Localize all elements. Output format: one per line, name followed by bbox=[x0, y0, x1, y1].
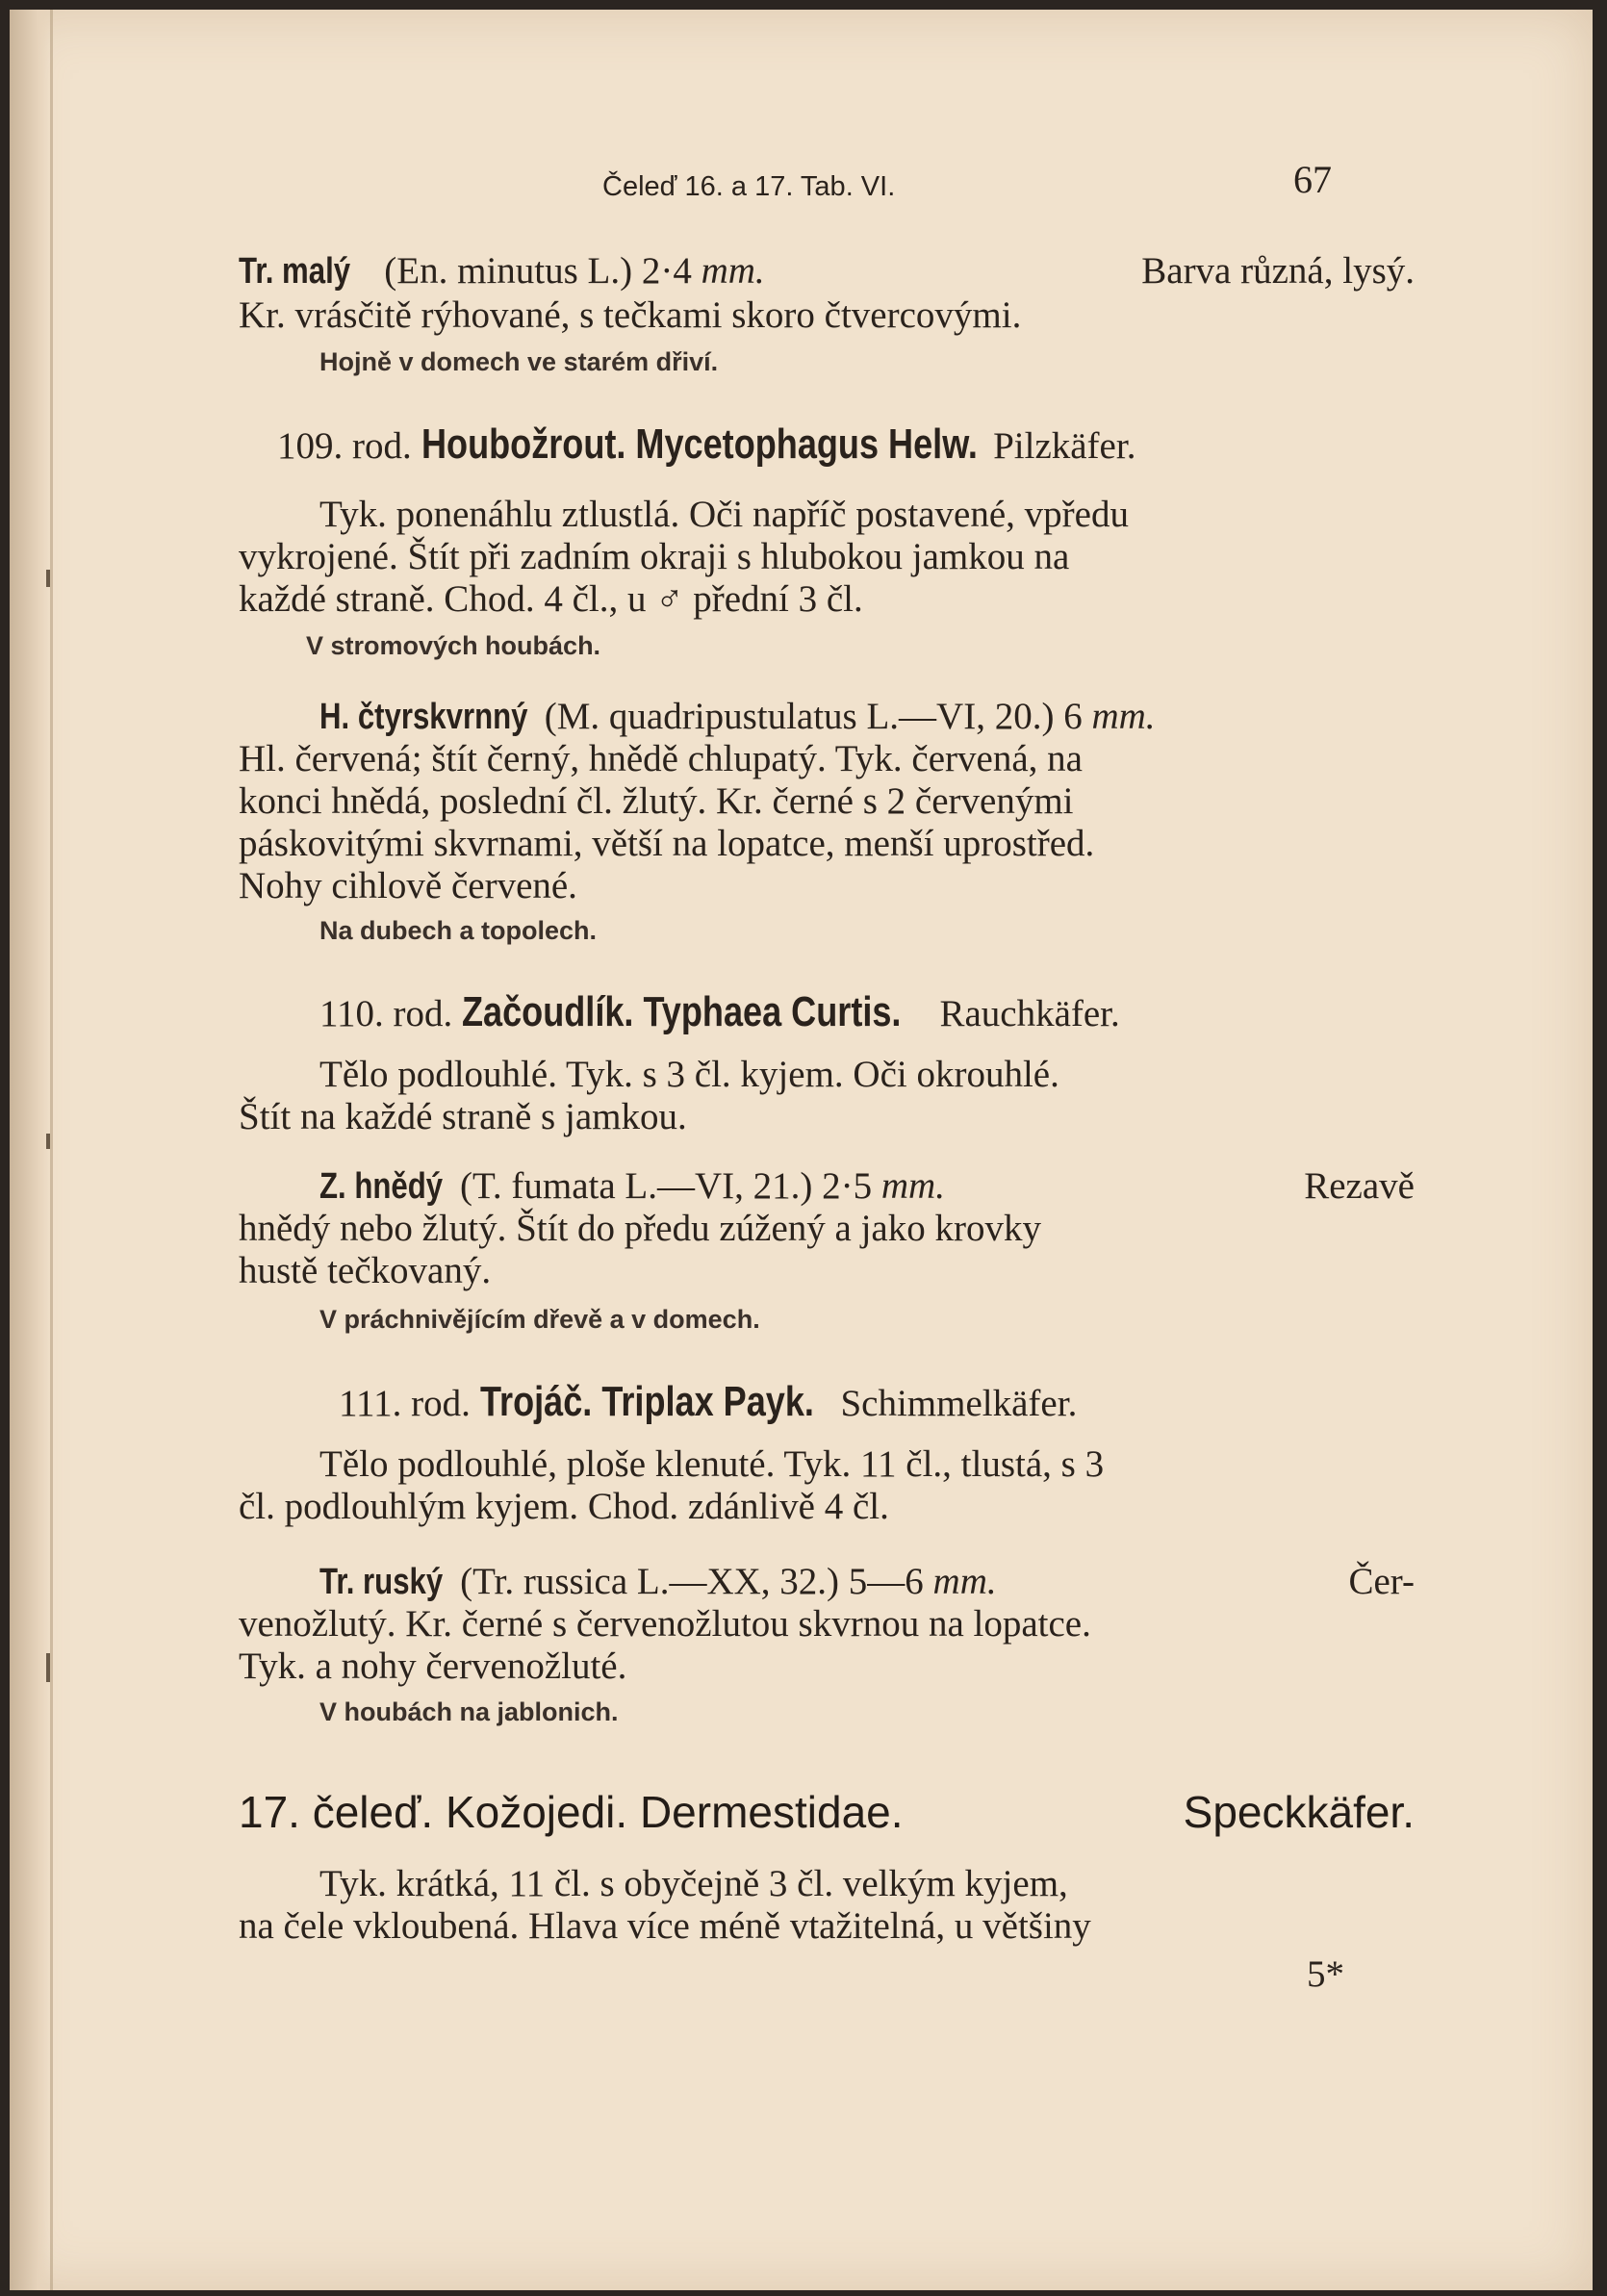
genus-name: Houbožrout. Mycetophagus Helw. bbox=[421, 421, 978, 468]
entry-text: Čer- bbox=[1348, 1561, 1415, 1602]
entry-text: (Tr. russica L.—XX, 32.) 5—6 bbox=[460, 1561, 924, 1602]
habitat-note: Hojně v domech ve starém dřiví. bbox=[319, 347, 719, 376]
unit: mm. bbox=[701, 250, 765, 292]
entry-tr-maly-line-2: Kr. vrásčitě rýhované, s tečkami skoro čtvercovými. bbox=[239, 294, 1022, 336]
genus-109-line-1: Tyk. ponenáhlu ztlustlá. Oči napříč postavené, vpředu bbox=[319, 494, 1129, 535]
habitat-note: V práchnivějícím dřevě a v domech. bbox=[319, 1305, 760, 1334]
german-name: Speckkäfer. bbox=[1183, 1787, 1415, 1837]
family-17-line-1: Tyk. krátká, 11 čl. s obyčejně 3 čl. velkým kyjem, bbox=[319, 1863, 1068, 1904]
genus-111-line-2: čl. podlouhlým kyjem. Chod. zdánlivě 4 čl. bbox=[239, 1486, 889, 1527]
page-number: 67 bbox=[1293, 158, 1332, 201]
german-name: Rauchkäfer. bbox=[939, 993, 1120, 1034]
genus-number: 111. rod. bbox=[339, 1383, 471, 1424]
species-name: Z. hnědý bbox=[319, 1166, 444, 1207]
entry-text: přední 3 čl. bbox=[693, 578, 863, 620]
text-column bbox=[239, 0, 1415, 2296]
genus-109-heading bbox=[277, 423, 1135, 468]
entry-h-ctyrskvrnny-line-3: konci hnědá, poslední čl. žlutý. Kr. černé s 2 červenými bbox=[239, 780, 1074, 822]
german-name: Schimmelkäfer. bbox=[840, 1383, 1078, 1424]
entry-h-ctyrskvrnny-line-5: Nohy cihlově červené. bbox=[239, 865, 577, 906]
genus-110-line-1: Tělo podlouhlé. Tyk. s 3 čl. kyjem. Oči okrouhlé. bbox=[319, 1054, 1059, 1095]
male-symbol-icon: ♂ bbox=[655, 578, 684, 620]
species-name: H. čtyrskvrnný bbox=[319, 697, 528, 737]
genus-name: Začoudlík. Typhaea Curtis. bbox=[462, 988, 902, 1035]
habitat-note: Na dubech a topolech. bbox=[319, 916, 598, 945]
page-binding-shadow bbox=[10, 10, 50, 2290]
entry-tr-rusky-line-1 bbox=[319, 1561, 1415, 1603]
entry-text: (M. quadripustulatus L.—VI, 20.) 6 bbox=[544, 696, 1083, 737]
genus-number: 109. rod. bbox=[277, 425, 412, 467]
species-name: Tr. ruský bbox=[319, 1562, 444, 1602]
genus-111-line-1: Tělo podlouhlé, ploše klenuté. Tyk. 11 čl., tlustá, s 3 bbox=[319, 1443, 1105, 1485]
entry-z-hnedy-line-1 bbox=[319, 1165, 1415, 1208]
entry-text: každé straně. Chod. 4 čl., u bbox=[239, 578, 647, 620]
family-17-heading bbox=[239, 1786, 1415, 1838]
habitat-note: V houbách na jablonich. bbox=[319, 1697, 619, 1726]
margin-mark bbox=[46, 1653, 50, 1682]
entry-tr-rusky-line-2: venožlutý. Kr. černé s červenožlutou skvrnou na lopatce. bbox=[239, 1603, 1091, 1645]
genus-110-heading bbox=[319, 988, 1120, 1035]
species-name: Tr. malý bbox=[239, 251, 351, 292]
signature-mark: 5* bbox=[1307, 1953, 1344, 1995]
margin-mark bbox=[46, 570, 50, 587]
margin-mark bbox=[46, 1134, 50, 1149]
page-fold-line bbox=[50, 10, 53, 2290]
genus-111-heading bbox=[339, 1378, 1078, 1425]
german-name: Pilzkäfer. bbox=[993, 425, 1136, 467]
genus-number: 110. rod. bbox=[319, 993, 453, 1034]
family-title: 17. čeleď. Kožojedi. Dermestidae. bbox=[239, 1787, 904, 1837]
running-title: Čeleď 16. a 17. Tab. VI. bbox=[602, 171, 896, 202]
genus-109-line-3 bbox=[239, 578, 863, 621]
entry-h-ctyrskvrnny-line-1 bbox=[319, 696, 1156, 738]
entry-text: (T. fumata L.—VI, 21.) 2·5 bbox=[459, 1165, 873, 1207]
entry-z-hnedy-line-3: hustě tečkovaný. bbox=[239, 1250, 492, 1291]
family-17-line-2: na čele vkloubená. Hlava více méně vtažitelná, u většiny bbox=[239, 1905, 1091, 1947]
entry-text: Barva různá, lysý. bbox=[1141, 250, 1415, 292]
entry-tr-maly-line-1 bbox=[239, 250, 1415, 293]
entry-h-ctyrskvrnny-line-2: Hl. červená; štít černý, hnědě chlupatý. Tyk. červená, na bbox=[239, 738, 1083, 779]
entry-h-ctyrskvrnny-line-4: páskovitými skvrnami, větší na lopatce, menší uprostřed. bbox=[239, 823, 1095, 864]
genus-110-line-2: Štít na každé straně s jamkou. bbox=[239, 1096, 687, 1137]
genus-109-line-2: vykrojené. Štít při zadním okraji s hlubokou jamkou na bbox=[239, 536, 1070, 577]
entry-text: Rezavě bbox=[1304, 1165, 1415, 1207]
unit: mm. bbox=[932, 1561, 997, 1602]
habitat-note: V stromových houbách. bbox=[306, 631, 601, 660]
unit: mm. bbox=[880, 1165, 945, 1207]
entry-text: (En. minutus L.) 2·4 bbox=[384, 250, 692, 292]
genus-name: Trojáč. Triplax Payk. bbox=[479, 1378, 814, 1425]
entry-tr-rusky-line-3: Tyk. a nohy červenožluté. bbox=[239, 1645, 627, 1687]
unit: mm. bbox=[1091, 696, 1156, 737]
entry-z-hnedy-line-2: hnědý nebo žlutý. Štít do předu zúžený a jako krovky bbox=[239, 1208, 1041, 1249]
